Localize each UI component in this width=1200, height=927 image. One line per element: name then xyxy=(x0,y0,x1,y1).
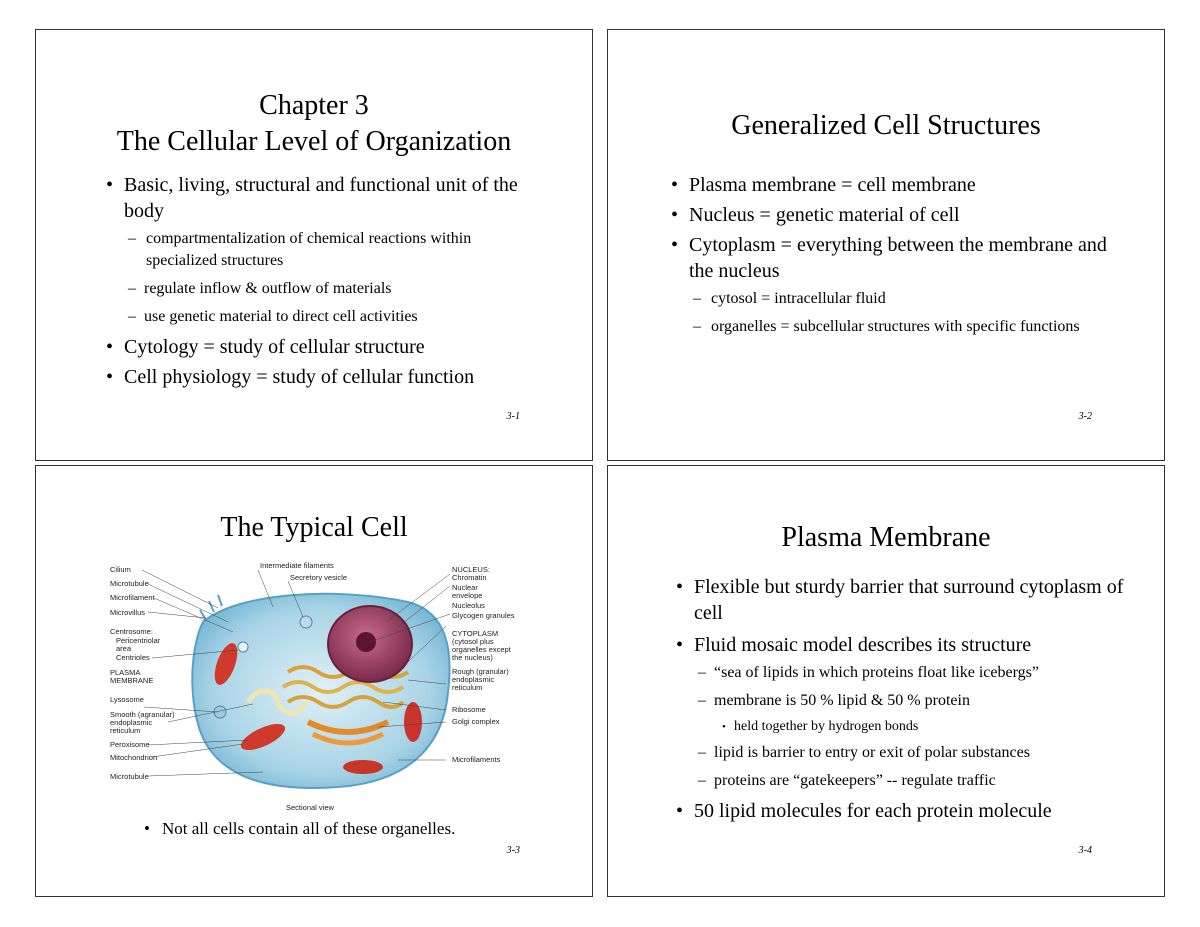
label-chromatin: Chromatin xyxy=(452,573,487,582)
mitochondrion xyxy=(404,702,422,742)
secretory-vesicle xyxy=(300,616,312,628)
label-pericentriolar: Pericentriolar xyxy=(116,636,161,645)
cell-diagram xyxy=(108,562,520,814)
bullet: • Basic, living, structural and functional unit of the body xyxy=(106,172,526,224)
label-glycogen-granules: Glycogen granules xyxy=(452,611,515,620)
slide-2 xyxy=(607,29,1165,461)
bullet: • Flexible but sturdy barrier that surround cytoplasm of cell xyxy=(676,574,1126,626)
slide-4-title: Plasma Membrane xyxy=(781,522,991,553)
label-rough-er-3: reticulum xyxy=(452,683,483,692)
label-rough-er-2: endoplasmic xyxy=(452,675,495,684)
label-mitochondrion: Mitochondrion xyxy=(110,753,158,762)
label-cilium: Cilium xyxy=(110,565,131,574)
mitochondrion xyxy=(343,760,383,774)
sub-bullet: – compartmentalization of chemical reactions within specialized structures xyxy=(106,228,526,272)
bullet: • Plasma membrane = cell membrane xyxy=(671,172,1121,198)
bullet: • Cytoplasm = everything between the membrane and the nucleus xyxy=(671,232,1121,284)
slide-1-bullets xyxy=(106,172,526,394)
slide-4 xyxy=(607,465,1165,897)
centriole xyxy=(238,642,248,652)
sub-bullet: – proteins are “gatekeepers” -- regulate traffic xyxy=(676,770,1126,792)
label-secretory-vesicle: Secretory vesicle xyxy=(290,573,348,582)
slide-2-bullets xyxy=(671,172,1121,344)
sub-bullet: – regulate inflow & outflow of materials xyxy=(106,278,526,300)
label-smooth-er: Smooth (agranular) xyxy=(110,710,175,719)
figure-caption: Sectional view xyxy=(286,803,334,812)
label-microfilament: Microfilament xyxy=(110,593,155,602)
sub-bullet: – use genetic material to direct cell activities xyxy=(106,306,526,328)
nucleolus xyxy=(356,632,376,652)
label-nucleolus: Nucleolus xyxy=(452,601,485,610)
label-organelles-except: organelles except xyxy=(452,645,511,654)
slide-number: 3-2 xyxy=(1078,411,1092,422)
label-microtubule: Microtubule xyxy=(110,579,149,588)
label-intermediate-filaments: Intermediate filaments xyxy=(260,562,334,570)
label-membrane: MEMBRANE xyxy=(110,676,154,685)
slide-4-bullets xyxy=(676,574,1126,828)
label-lysosome: Lysosome xyxy=(110,695,144,704)
sub-bullet: – membrane is 50 % lipid & 50 % protein xyxy=(676,690,1126,712)
label-nucleus: NUCLEUS: xyxy=(452,565,490,574)
bullet: • Nucleus = genetic material of cell xyxy=(671,202,1121,228)
bullet: • Cytology = study of cellular structure xyxy=(106,334,526,360)
slide-number: 3-3 xyxy=(506,845,520,856)
label-cytosol-plus: (cytosol plus xyxy=(452,637,494,646)
label-cytoplasm: CYTOPLASM xyxy=(452,629,499,638)
sub-bullet: – organelles = subcellular structures with specific functions xyxy=(671,316,1121,338)
label-peroxisome: Peroxisome xyxy=(110,740,150,749)
label-nuclear: Nuclear xyxy=(452,583,478,592)
slide-3-bullets xyxy=(144,818,564,844)
slide-3 xyxy=(35,465,593,897)
label-ribosome: Ribosome xyxy=(452,705,486,714)
label-centrosome: Centrosome: xyxy=(110,627,153,636)
label-the-nucleus: the nucleus) xyxy=(452,653,493,662)
label-smooth-er-3: reticulum xyxy=(110,726,141,735)
slide-number: 3-1 xyxy=(506,411,520,422)
label-centrioles: Centrioles xyxy=(116,653,150,662)
sub-bullet: – lipid is barrier to entry or exit of polar substances xyxy=(676,742,1126,764)
slide-1-title-line-1: Chapter 3 xyxy=(259,90,369,121)
label-envelope: envelope xyxy=(452,591,483,600)
sub-bullet: – “sea of lipids in which proteins float like icebergs” xyxy=(676,662,1126,684)
slide-1 xyxy=(35,29,593,461)
slide-1-title-line-2: The Cellular Level of Organization xyxy=(116,126,512,157)
label-rough-er: Rough (granular) xyxy=(452,667,509,676)
label-microvillus: Microvillus xyxy=(110,608,146,617)
label-area: area xyxy=(116,644,132,653)
label-plasma: PLASMA xyxy=(110,668,141,677)
slide-number: 3-4 xyxy=(1078,845,1092,856)
bullet: • Cell physiology = study of cellular function xyxy=(106,364,526,390)
label-microtubule-2: Microtubule xyxy=(110,772,149,781)
slide-2-title: Generalized Cell Structures xyxy=(731,110,1041,141)
sub-bullet: – cytosol = intracellular fluid xyxy=(671,288,1121,310)
label-smooth-er-2: endoplasmic xyxy=(110,718,153,727)
slide-3-title: The Typical Cell xyxy=(220,512,408,543)
bullet: • Not all cells contain all of these organelles. xyxy=(144,818,564,840)
slide-1-title xyxy=(36,88,592,160)
label-golgi-complex: Golgi complex xyxy=(452,717,500,726)
sub-sub-bullet: • held together by hydrogen bonds xyxy=(676,718,1126,736)
bullet: • 50 lipid molecules for each protein molecule xyxy=(676,798,1126,824)
label-microfilaments: Microfilaments xyxy=(452,755,501,764)
bullet: • Fluid mosaic model describes its structure xyxy=(676,632,1126,658)
